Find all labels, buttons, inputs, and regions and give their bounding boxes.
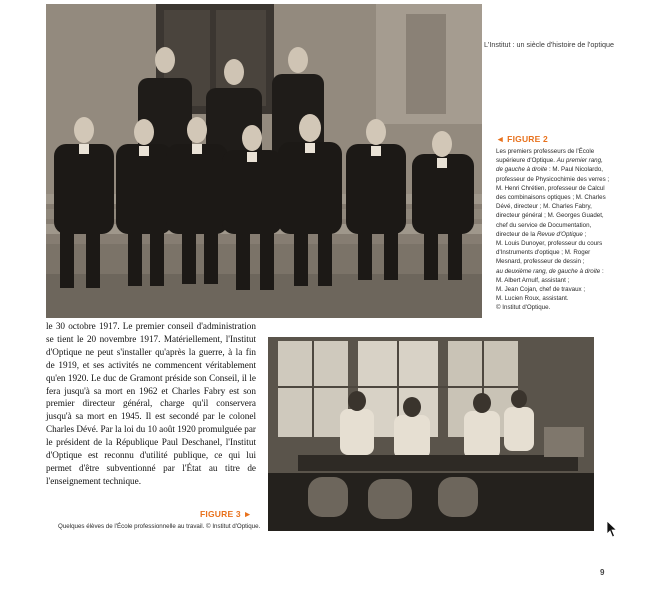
workshop-students-photo	[268, 337, 594, 531]
page-number: 9	[600, 568, 605, 577]
figure2-caption: Les premiers professeurs de l'École supérieure d'Optique. Au premier rang, de gauche à droite : M. Paul Nicolardo, professeur de Physicochimie des verres ; M. Henri Chrétien, professeur de Calcul des combinaisons optiques ; M. Charles Dévé, directeur ; M. Charles Fabry, directeur général ; M. Georges Guadet, chef du service de Documentation, directeur de la Revue d'Optique ; M. Louis Dunoyer, professeur du cours d'Instruments d'optique ; M. Roger Mesnard, professeur de dessin ; au deuxième rang, de gauche à droite : M. Albert Arnulf, assistant ; M. Jean Cojan, chef de travaux ; M. Lucien Roux, assistant. © Institut d'Optique.	[496, 148, 610, 312]
body-text	[46, 320, 256, 488]
figure3-photo	[268, 337, 594, 531]
mouse-pointer-icon	[606, 520, 618, 538]
figure3-caption: Quelques élèves de l'École professionnelle au travail. © Institut d'Optique.	[58, 523, 261, 530]
running-head: L'Institut : un siècle d'histoire de l'optique	[484, 40, 614, 49]
figure2-photo	[46, 4, 482, 318]
figure3-label: FIGURE 3 ►	[200, 509, 252, 519]
body-paragraph: le 30 octobre 1917. Le premier conseil d'administration se tient le 20 novembre 1917. Matériellement, l'Institut d'Optique ne peut s'installer qu'après la guerre, à la fin de 1919, et ses activités ne commencent véritablement qu'en 1920. Le duc de Gramont préside son Conseil, il le fera jusqu'à sa mort en 1962 et Charles Fabry est son premier directeur général, charge qu'il conservera jusqu'à sa mort en 1945. Il est secondé par le colonel Charles Dévé. Par la loi du 10 août 1920 promulguée par le président de la République Paul Deschanel, l'Institut d'Optique est reconnu d'utilité publique, ce qui lui permet d'être subventionné par l'État au titre de l'enseignement technique.	[46, 321, 256, 486]
figure2-label: ◄ FIGURE 2	[496, 134, 548, 144]
professors-group-photo	[46, 4, 482, 318]
